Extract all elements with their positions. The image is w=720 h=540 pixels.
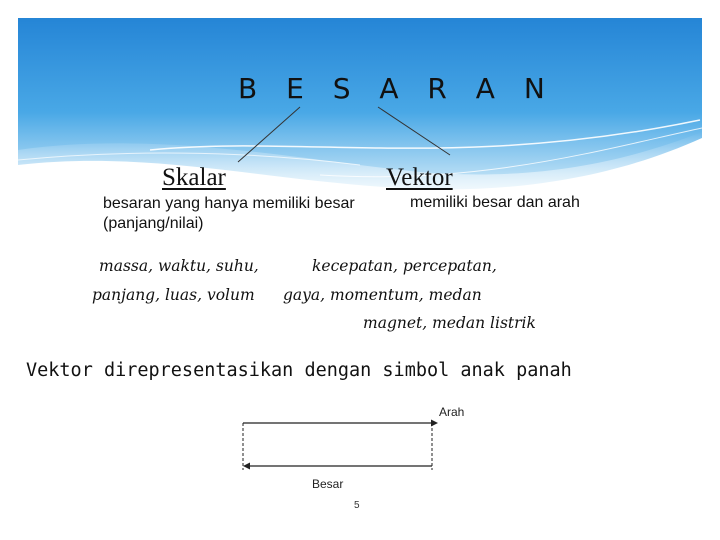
vector-examples-line-2: gaya, momentum, medan	[283, 286, 482, 304]
vector-examples-line-3: magnet, medan listrik	[363, 314, 536, 332]
vector-examples-line-1: kecepatan, percepatan,	[312, 257, 497, 275]
page-number: 5	[354, 500, 360, 511]
connector-to-skalar	[238, 107, 300, 162]
arrow-head-left-icon	[243, 463, 250, 470]
vector-description: memiliki besar dan arah	[410, 194, 580, 211]
scalar-description: besaran yang hanya memiliki besar (panjang/nilai)	[103, 195, 355, 232]
slide-title: B E S A R A N	[238, 72, 555, 105]
scalar-examples-line-1: massa, waktu, suhu,	[99, 257, 259, 275]
direction-label: Arah	[439, 405, 465, 419]
scalar-heading: Skalar	[162, 164, 226, 191]
scalar-examples-line-2: panjang, luas, volum	[92, 286, 255, 304]
magnitude-label: Besar	[312, 477, 344, 491]
connector-to-vektor	[378, 107, 450, 155]
representation-text: Vektor direpresentasikan dengan simbol anak panah	[26, 360, 572, 381]
vector-heading: Vektor	[386, 164, 453, 191]
